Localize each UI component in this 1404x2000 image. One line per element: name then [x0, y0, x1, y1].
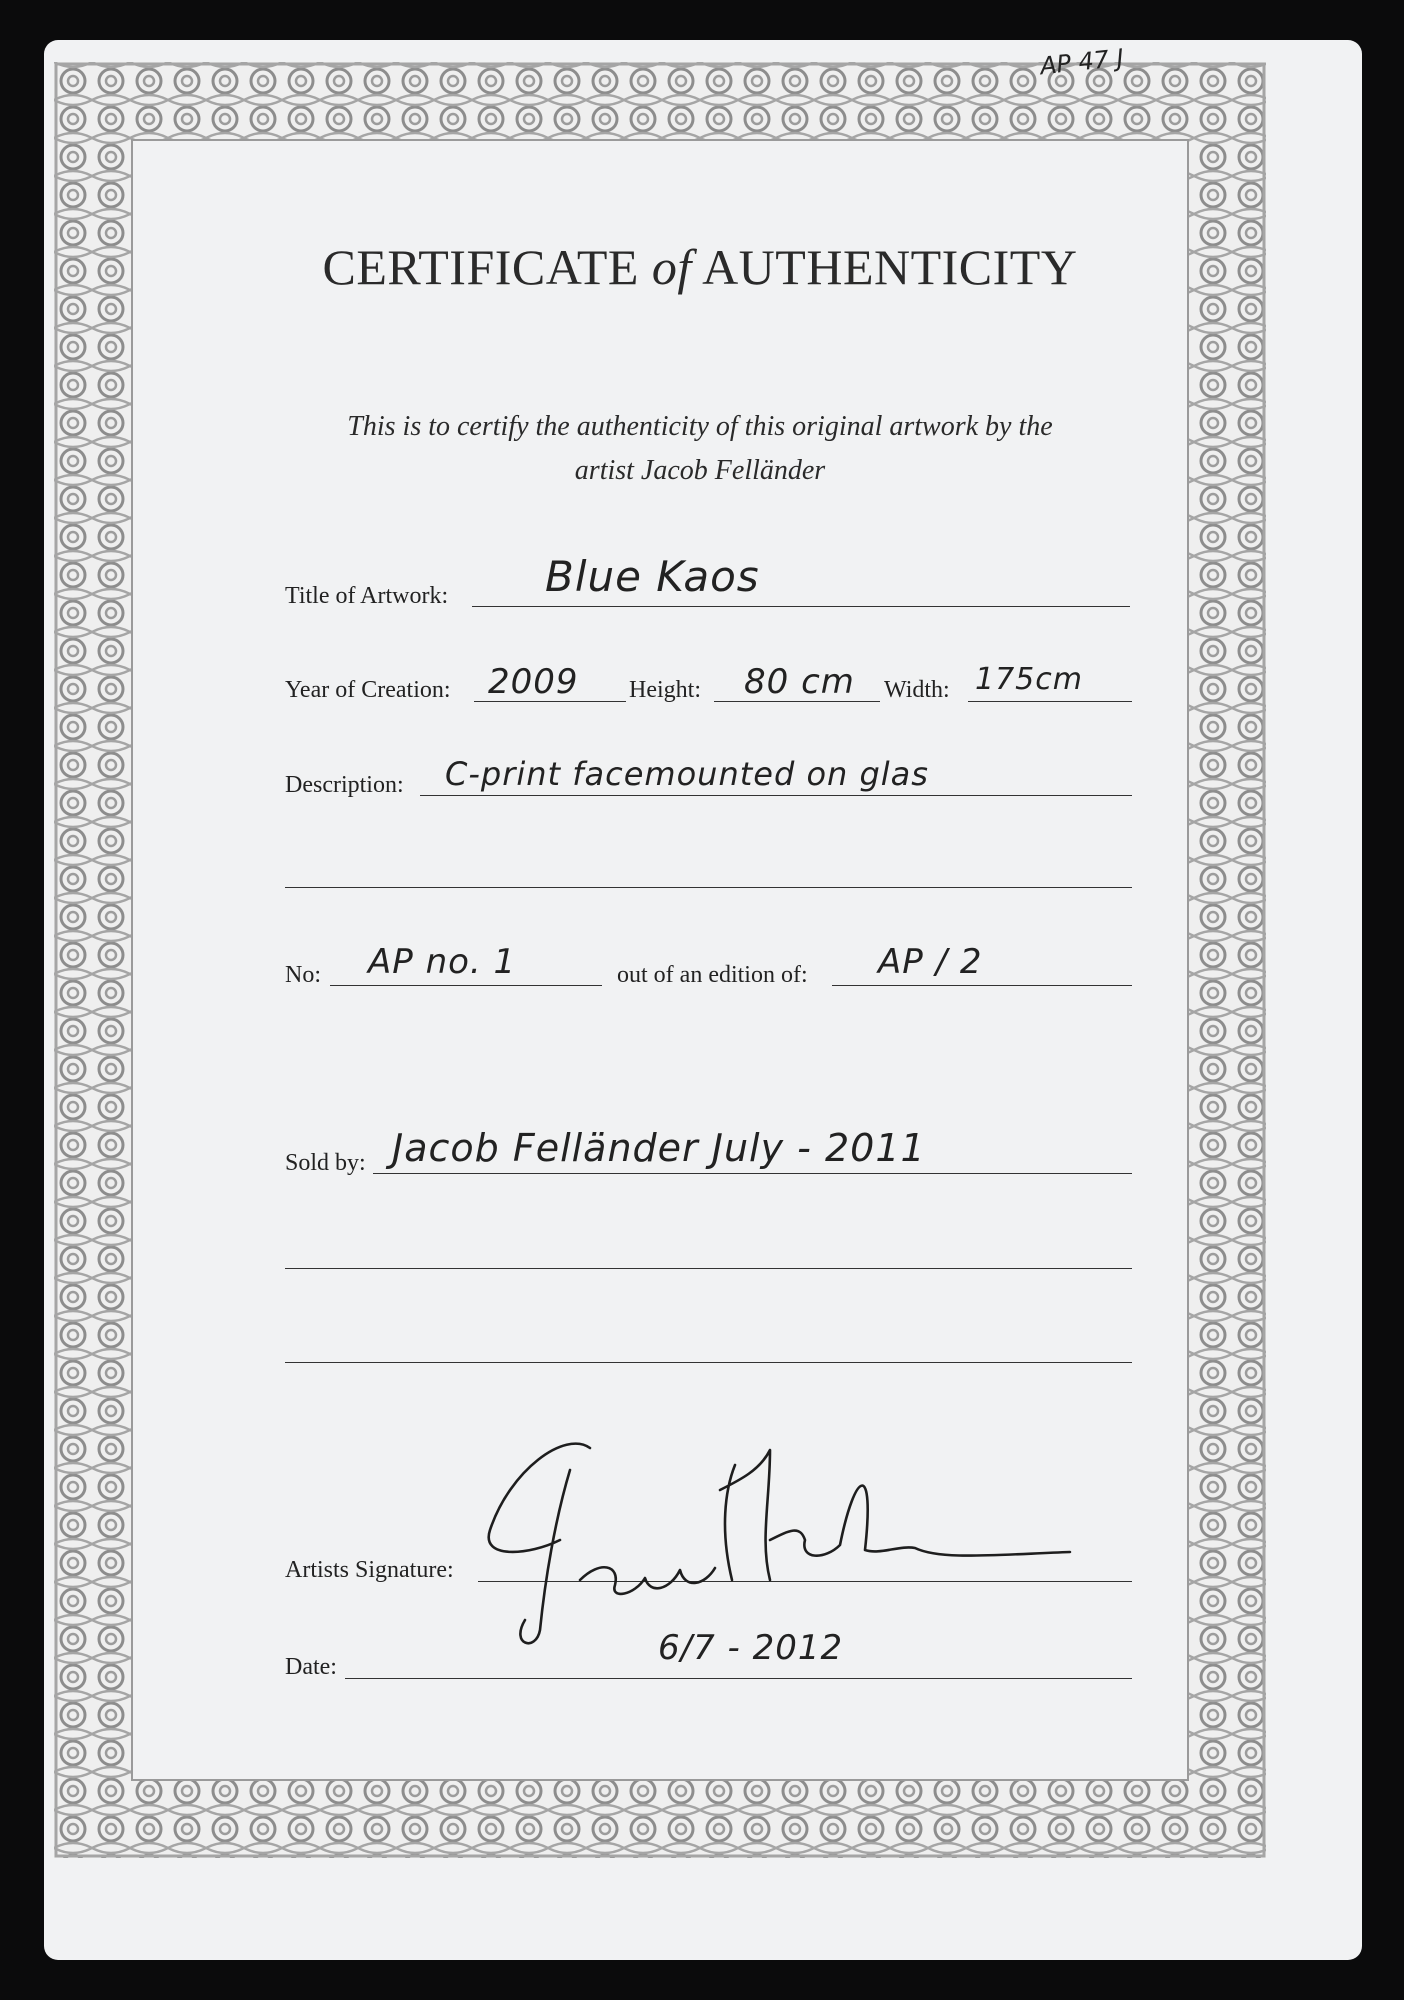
year-label: Year of Creation:	[285, 677, 451, 703]
signature-label: Artists Signature:	[285, 1557, 454, 1583]
date-value: 6/7 - 2012	[658, 1628, 844, 1668]
certification-statement	[200, 405, 1200, 493]
sold-by-value: Jacob Felländer July - 2011	[392, 1126, 926, 1170]
heading-part-1: CERTIFICATE	[322, 239, 639, 295]
height-value: 80 cm	[744, 662, 855, 702]
sold-by-line-3	[285, 1362, 1132, 1363]
number-label: No:	[285, 962, 321, 988]
title-label: Title of Artwork:	[285, 583, 449, 609]
sold-by-label: Sold by:	[285, 1150, 366, 1176]
width-label: Width:	[884, 677, 950, 703]
description-value: C-print facemounted on glas	[445, 755, 929, 793]
heading-part-3: AUTHENTICITY	[702, 239, 1078, 295]
width-value: 175cm	[975, 662, 1083, 697]
intro-line-2: artist Jacob Felländer	[574, 455, 826, 486]
number-value: AP no. 1	[368, 942, 517, 982]
number-line	[330, 985, 602, 986]
description-line-2	[285, 887, 1132, 888]
edition-value: AP / 2	[878, 942, 983, 982]
corner-note: AP 47 J	[1038, 43, 1125, 81]
title-value: Blue Kaos	[545, 552, 760, 601]
description-line	[420, 795, 1132, 796]
certificate-heading	[200, 238, 1200, 296]
heading-part-2: of	[651, 239, 692, 295]
sold-by-line-2	[285, 1268, 1132, 1269]
edition-line	[832, 985, 1132, 986]
artist-signature	[470, 1430, 1110, 1660]
date-label: Date:	[285, 1654, 337, 1680]
sold-by-line	[373, 1173, 1132, 1174]
year-value: 2009	[488, 662, 579, 702]
date-line	[345, 1678, 1132, 1679]
height-label: Height:	[629, 677, 701, 703]
description-label: Description:	[285, 772, 404, 798]
edition-label: out of an edition of:	[617, 962, 808, 988]
intro-line-1: This is to certify the authenticity of this original artwork by the	[347, 411, 1053, 442]
title-line	[472, 606, 1130, 607]
width-line	[968, 701, 1132, 702]
